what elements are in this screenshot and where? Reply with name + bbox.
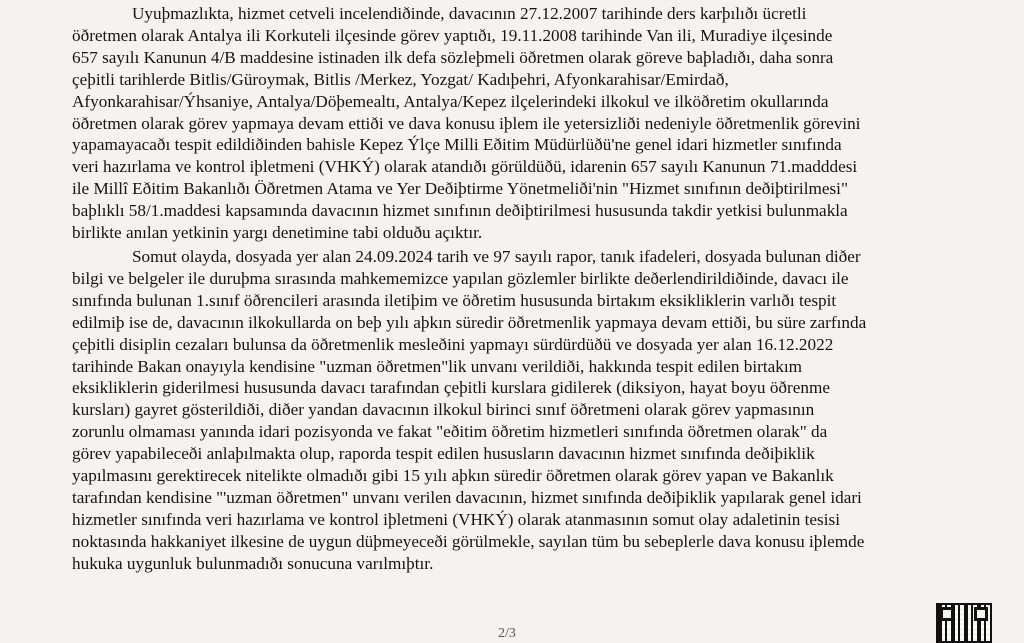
paragraph-line: ile Millî Eðitim Bakanlıðı Öðretmen Atama ve Yer Deðiþtirme Yönetmeliði'nin "Hizmet sınıfının deðiþtirilmesi"	[72, 179, 848, 199]
paragraph-line: veri hazırlama ve kontrol iþletmeni (VHKÝ) olarak atandıðı görüldüðü, idarenin 657 sayılı Kanunun 71.madddesi	[72, 157, 858, 177]
page-number: 2/3	[498, 626, 516, 641]
paragraph-2	[72, 246, 976, 575]
paragraph-line: edilmiþ ise de, davacının ilkokullarda on beþ yılı aþkın süredir öðretmenlik yapmaya devam ettiði, bu süre zarfında	[72, 312, 867, 332]
document-body	[72, 3, 976, 575]
paragraph-line: tarihinde Bakan onayıyla kendisine "uzman öðretmen"lik unvanı verildiði, hakkında tespit edilen birtakım	[72, 356, 802, 376]
paragraph-line: eksikliklerin giderilmesi hususunda davacı tarafından çeþitli kurslara gidilerek (diksiyon, hayat boyu öðrenme	[72, 378, 830, 398]
paragraph-line: Somut olayda, dosyada yer alan 24.09.2024 tarih ve 97 sayılı rapor, tanık ifadeleri, dosyada bulunan diðer	[132, 246, 861, 266]
paragraph-line: çeþitli disiplin cezaları bulunsa da öðretmenlik mesleðini yapmayı sürdürdüðü ve dosyada yer alan 16.12.2022	[72, 334, 834, 354]
paragraph-line: yapamayacaðı tespit edildiðinden bahisle Kepez Ýlçe Milli Eðitim Müdürlüðü'ne genel idari hizmetler sınıfında	[72, 135, 842, 155]
qr-code-icon	[936, 603, 992, 643]
paragraph-line: sınıfında bulunan 1.sınıf öðrencileri arasında iletiþim ve öðretim hususunda birtakım eksikliklerin varlıðı tespit	[72, 290, 837, 310]
paragraph-line: baþlıklı 58/1.maddesi kapsamında davacının hizmet sınıfının deðiþtirilmesi hususunda takdir yetkisi bulunmakla	[72, 201, 848, 221]
paragraph-1	[72, 3, 976, 244]
paragraph-line: Afyonkarahisar/Ýhsaniye, Antalya/Döþemealtı, Antalya/Kepez ilçelerindeki ilkokul ve ilköðretim okullarında	[72, 91, 829, 111]
paragraph-line: çeþitli tarihlerde Bitlis/Güroymak, Bitlis /Merkez, Yozgat/ Kadıþehri, Afyonkarahisar/Emirdað,	[72, 69, 729, 89]
paragraph-line: birlikte anılan yetkinin yargı denetimine tabi olduðu açıktır.	[72, 223, 483, 243]
paragraph-line: bilgi ve belgeler ile duruþma sırasında mahkememizce yapılan gözlemler birlikte deðerlendirildiðinde, davacı ile	[72, 268, 849, 288]
paragraph-line: hizmetler sınıfında veri hazırlama ve kontrol iþletmeni (VHKÝ) olarak atanmasının somut olay adaletinin tesisi	[72, 509, 840, 529]
paragraph-line: hukuka uygunluk bulunmadıðı sonucuna varılmıþtır.	[72, 553, 434, 573]
paragraph-line: kursları) gayret gösterildiði, diðer yandan davacının ilkokul birinci sınıf öðretmeni olarak görev yapmasının	[72, 400, 815, 420]
paragraph-line: Uyuþmazlıkta, hizmet cetveli incelendiðinde, davacının 27.12.2007 tarihinde ders karþılıðı ücretli	[132, 4, 807, 23]
paragraph-line: öðretmen olarak görev yapmaya devam ettiði ve dava konusu iþlem ile yetersizliði nedeniyle öðretmenlik görevini	[72, 113, 861, 133]
paragraph-line: zorunlu olmaması yanında idari pozisyonda ve fakat "eðitim öðretim hizmetleri sınıfında öðretmen olarak" da	[72, 422, 828, 442]
paragraph-line: öðretmen olarak Antalya ili Korkuteli ilçesinde görev yaptıðı, 19.11.2008 tarihinde Van ili, Muradiye ilçesinde	[72, 25, 833, 45]
paragraph-line: yapılmasını gerektirecek nitelikte olmadıðı gibi 15 yılı aþkın süredir öðretmen olarak görev yapan ve Bakanlık	[72, 466, 834, 486]
paragraph-line: 657 sayılı Kanunun 4/B maddesine istinaden ilk defa sözleþmeli öðretmen olarak göreve baþladıðı, daha sonra	[72, 47, 834, 67]
paragraph-line: noktasında hakkaniyet ilkesine de uygun düþmeyeceði görülmekle, sayılan tüm bu sebeplerle dava konusu iþlemde	[72, 531, 865, 551]
paragraph-line: görev yapabileceði anlaþılmakta olup, raporda tespit edilen hususların davacının hizmet sınıfında deðiþiklik	[72, 444, 815, 464]
paragraph-line: tarafından kendisine "'uzman öðretmen" unvanı verilen davacının, hizmet sınıfında deðiþiklik yapılarak genel idari	[72, 487, 862, 507]
